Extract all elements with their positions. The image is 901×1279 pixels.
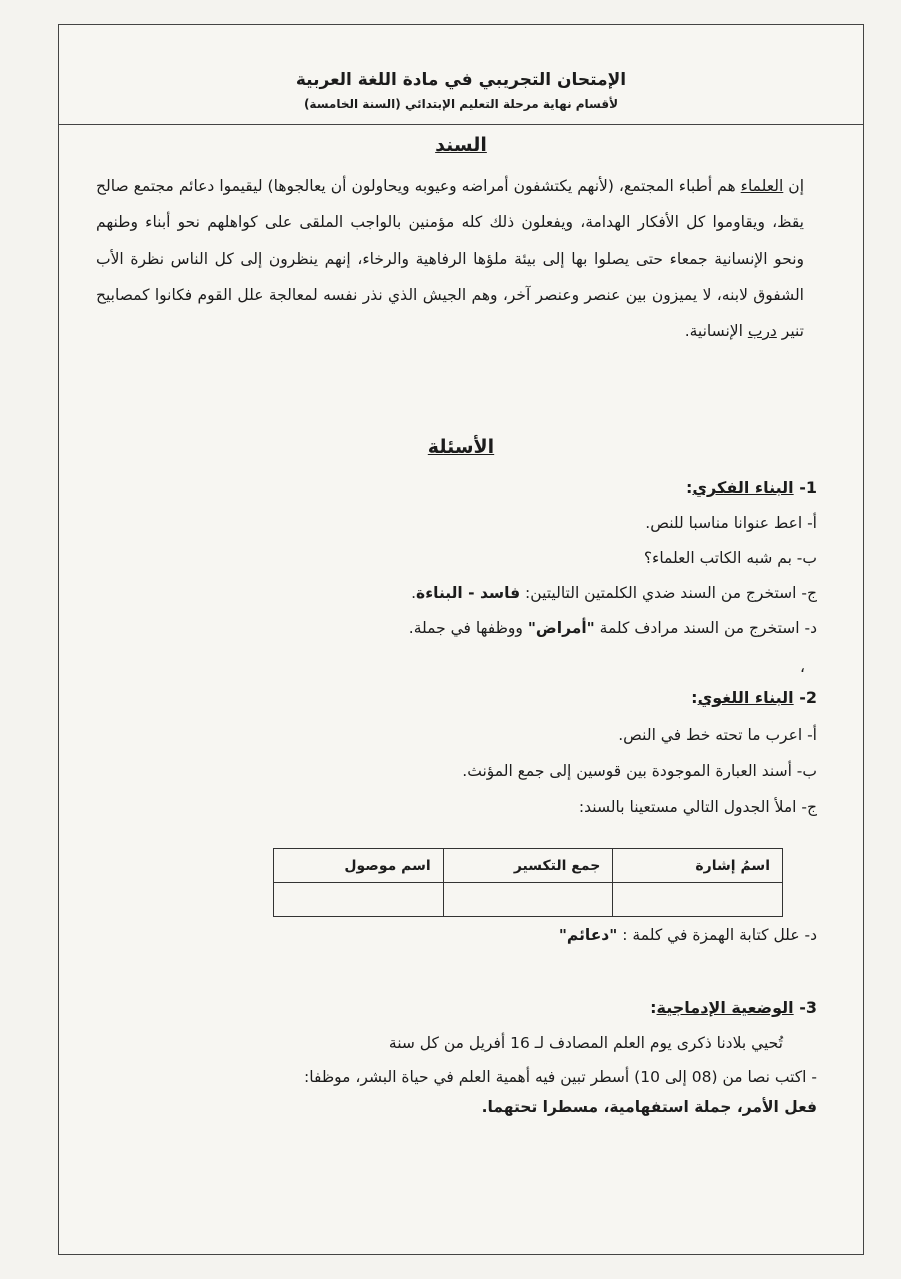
table-cell xyxy=(613,883,783,917)
colon: : xyxy=(685,478,693,497)
question-1a: أ- اعط عنوانا مناسبا للنص. xyxy=(645,514,817,532)
q-bold-word: "أمراض" xyxy=(527,619,595,637)
part-title: الوضعية الإدماجية xyxy=(656,998,794,1017)
part2-heading xyxy=(691,688,817,707)
stray-comma: ، xyxy=(799,657,805,676)
part-title: البناء الفكري xyxy=(692,478,794,497)
fill-table xyxy=(273,848,783,917)
q-text: ووظفها في جملة. xyxy=(408,619,528,637)
question-2a: أ- اعرب ما تحته خط في النص. xyxy=(618,726,817,744)
question-1c xyxy=(411,584,817,602)
part-title: البناء اللغوي xyxy=(697,688,794,707)
question-2c: ج- املأ الجدول التالي مستعينا بالسند: xyxy=(578,798,817,816)
q-bold-word: "دعائم" xyxy=(558,926,618,944)
exam-subtitle: لأقسام نهاية مرحلة التعليم الإبتدائي (السنة الخامسة) xyxy=(303,97,619,111)
situation-task-line1: - اكتب نصا من (08 إلى 10) أسطر تبين فيه أهمية العلم في حياة البشر، موظفا: xyxy=(304,1068,817,1086)
table-row xyxy=(274,883,783,917)
text-section-title: السند xyxy=(435,134,487,156)
part-number: 2- xyxy=(799,688,817,707)
part1-heading xyxy=(686,478,817,497)
text-part: الإنسانية. xyxy=(684,322,748,341)
situation-intro: تُحيي بلادنا ذكرى يوم العلم المصادف لـ 16 أفريل من كل سنة xyxy=(388,1034,783,1052)
exam-title: الإمتحان التجريبي في مادة اللغة العربية xyxy=(295,70,627,90)
q-text: ج- استخرج من السند ضدي الكلمتين التاليتين: xyxy=(520,584,817,602)
table-cell xyxy=(443,883,613,917)
header-divider xyxy=(58,124,864,125)
q-bold-words: فاسد - البناءة xyxy=(416,584,521,602)
part-number: 1- xyxy=(799,478,817,497)
source-text xyxy=(96,168,804,349)
table-header-row xyxy=(274,849,783,883)
question-1d xyxy=(409,619,817,637)
q-text: . xyxy=(411,584,417,602)
question-2b: ب- أسند العبارة الموجودة بين قوسين إلى جمع المؤنث. xyxy=(462,762,817,780)
text-part: هم أطباء المجتمع، (لأنهم يكتشفون أمراضه وعيوبه ويحاولون أن يعالجوها) ليقيموا دعائم مجتمع صالح يقظ، ويقاوموا كل الأفكار الهدامة، ويفعلون ذلك كله مؤمنين بالواجب الملقى على كواهلهم نحو أبناء وطنهم ونحو الإنسانية جمعاء حتى يصلوا بها إلى بيئة ملؤها الرفاهية والرخاء، إنهم ينظرون إلى كل الناس نظرة الأب الشفوق لابنه، لا يميزون بين عنصر وعنصر آخر، وهم الجيش الذي نذر نفسه لمعالجة علل القوم فكانوا كمصابيح تنير xyxy=(96,177,804,341)
questions-title: الأسئلة xyxy=(427,436,495,458)
text-part: إن xyxy=(783,177,804,195)
table-header-cell: اسم موصول xyxy=(274,849,444,883)
part3-heading xyxy=(650,998,817,1017)
q-text: د- علل كتابة الهمزة في كلمة : xyxy=(617,926,817,944)
question-1b: ب- بم شبه الكاتب العلماء؟ xyxy=(643,549,817,567)
part-number: 3- xyxy=(799,998,817,1017)
situation-task-line2: فعل الأمر، جملة استفهامية، مسطرا تحتهما. xyxy=(481,1098,817,1116)
q-text: د- استخرج من السند مرادف كلمة xyxy=(594,619,817,637)
question-2d xyxy=(559,926,817,944)
colon: : xyxy=(691,688,698,707)
table-header-cell: جمع التكسير xyxy=(443,849,613,883)
underlined-word: العلماء xyxy=(740,177,784,195)
colon: : xyxy=(650,998,657,1017)
underlined-word: درب xyxy=(747,322,777,341)
table-cell xyxy=(274,883,444,917)
table-header-cell: اسمُ إشارة xyxy=(613,849,783,883)
